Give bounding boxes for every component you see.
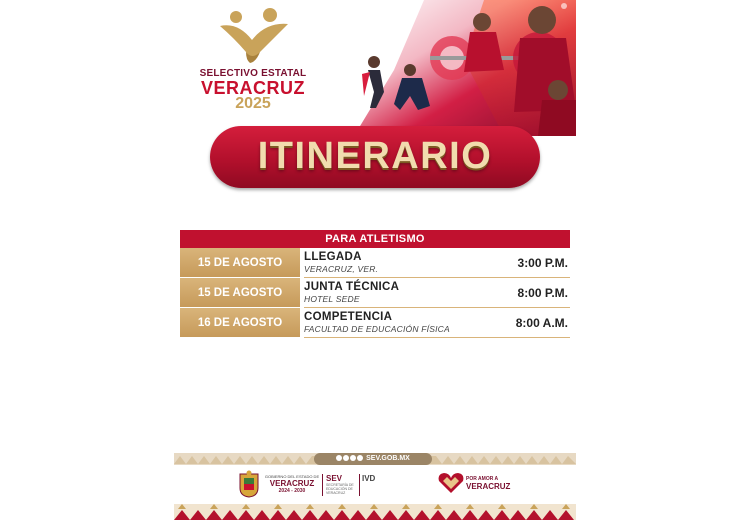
row-date: 16 DE AGOSTO bbox=[180, 308, 300, 338]
selectivo-logo-icon bbox=[216, 8, 292, 64]
footer-divider bbox=[359, 474, 360, 496]
table-row bbox=[180, 278, 570, 308]
itinerary-table bbox=[180, 230, 570, 338]
row-date: 15 DE AGOSTO bbox=[180, 278, 300, 308]
row-title: COMPETENCIA bbox=[304, 311, 393, 323]
facebook-icon[interactable] bbox=[336, 455, 342, 461]
website-url: SEV.GOB.MX bbox=[366, 455, 410, 462]
row-time: 8:00 A.M. bbox=[515, 316, 568, 330]
ivd-logo bbox=[362, 474, 392, 483]
bottom-geometric-pattern-icon bbox=[174, 504, 576, 520]
table-row bbox=[180, 248, 570, 278]
row-title: JUNTA TÉCNICA bbox=[304, 281, 400, 293]
row-date: 15 DE AGOSTO bbox=[180, 248, 300, 278]
government-logo bbox=[264, 474, 320, 494]
website-link[interactable] bbox=[314, 453, 432, 465]
row-time: 3:00 P.M. bbox=[517, 256, 568, 270]
sev-label: SEV bbox=[326, 474, 343, 483]
youtube-icon[interactable] bbox=[357, 455, 363, 461]
banner-title: ITINERARIO bbox=[257, 135, 493, 177]
event-year: 2025 bbox=[235, 95, 271, 112]
itinerary-banner bbox=[210, 126, 540, 188]
amor-big-text: VERACRUZ bbox=[466, 482, 511, 491]
row-info bbox=[304, 278, 570, 308]
poster bbox=[174, 0, 576, 520]
por-amor-logo bbox=[466, 476, 526, 491]
veracruz-seal-icon bbox=[238, 470, 260, 498]
row-time: 8:00 P.M. bbox=[517, 286, 568, 300]
por-amor-heart-icon bbox=[438, 472, 464, 494]
event-name-line1: SELECTIVO ESTATAL bbox=[199, 68, 307, 79]
gov-small-text: GOBIERNO DEL ESTADO DE bbox=[264, 474, 320, 479]
gov-state-name: VERACRUZ bbox=[269, 479, 315, 488]
row-place: VERACRUZ, VER. bbox=[304, 264, 379, 274]
row-place: HOTEL SEDE bbox=[304, 294, 360, 304]
gov-term-years: 2024 - 2030 bbox=[278, 488, 306, 494]
instagram-icon[interactable] bbox=[350, 455, 356, 461]
event-name-line2: VERACRUZ bbox=[200, 78, 305, 98]
row-info bbox=[304, 248, 570, 278]
row-info bbox=[304, 308, 570, 338]
ivd-label: IVD bbox=[362, 474, 376, 483]
x-icon[interactable] bbox=[343, 455, 349, 461]
sev-subtitle: SECRETARÍA DE EDUCACIÓN DE VERACRUZ bbox=[326, 483, 354, 495]
athletes-collage-image bbox=[334, 0, 576, 136]
row-place: FACULTAD DE EDUCACIÓN FÍSICA bbox=[304, 324, 450, 334]
footer-divider bbox=[322, 474, 323, 496]
row-title: LLEGADA bbox=[304, 251, 362, 263]
amor-small-text: POR AMOR A bbox=[466, 476, 499, 482]
table-heading: PARA ATLETISMO bbox=[180, 230, 570, 248]
table-row bbox=[180, 308, 570, 338]
sev-logo bbox=[326, 474, 358, 495]
